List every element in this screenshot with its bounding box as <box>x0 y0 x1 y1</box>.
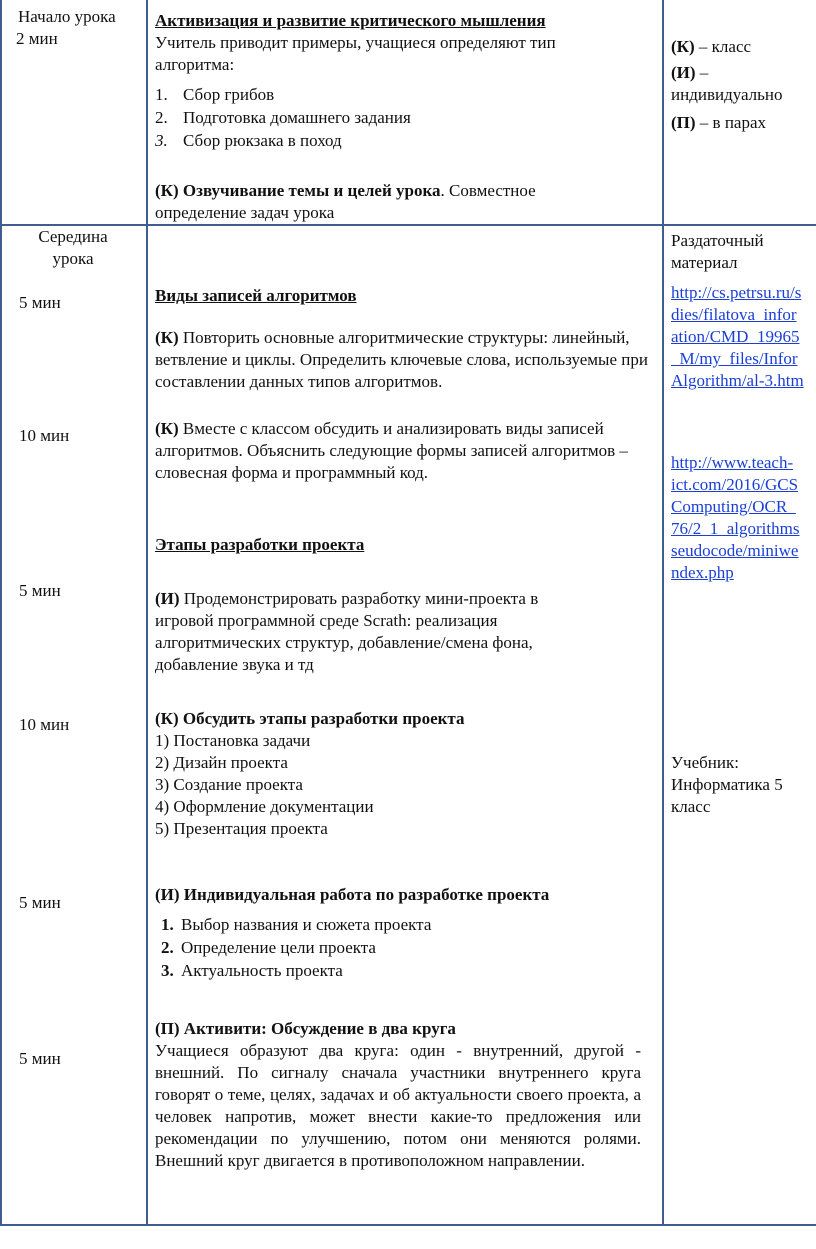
individual-work-list <box>155 914 653 983</box>
list-item: 1. Выбор названия и сюжета проекта <box>161 915 432 934</box>
work-forms-legend <box>671 36 816 134</box>
stage-start-time <box>16 28 58 50</box>
table-border-bottom <box>0 1224 816 1226</box>
list-item: 2. Определение цели проекта <box>161 938 376 957</box>
section-project-stages-title: Этапы разработки проекта <box>155 535 365 554</box>
project-stage-item: 3) Создание проекта <box>155 775 303 794</box>
individual-work-heading: (И) Индивидуальная работа по разработке проекта <box>155 885 550 904</box>
project-stages-heading: (К) Обсудить этапы разработки проекта <box>155 709 465 728</box>
column-divider-2 <box>662 0 664 1226</box>
row1-content <box>155 10 655 224</box>
two-circles-activity-block <box>155 1018 641 1172</box>
time-10min-b: 10 мин <box>19 715 70 734</box>
topic-announcement-text: . Совместное определение задач урока <box>155 181 536 222</box>
stage-middle-title: Середина <box>38 227 108 246</box>
critical-thinking-heading: Активизация и развитие критического мышления <box>155 11 546 30</box>
legend-pairs: (П) – в парах <box>671 113 767 132</box>
list-item: 3. Сбор рюкзака в поход <box>155 131 342 150</box>
section-algorithm-records-title: Виды записей алгоритмов <box>155 286 357 305</box>
stage-start-label <box>18 6 116 28</box>
algorithm-forms-block: (К) Вместе с классом обсудить и анализировать виды записей алгоритмов. Объяснить следующие формы записей алгоритмов – словесная форма и программный код. <box>155 419 628 482</box>
list-item: 1. Сбор грибов <box>155 85 275 104</box>
textbook-label: Учебник: Информатика 5 класс <box>671 753 783 816</box>
handout-label: Раздаточный материал <box>671 231 764 272</box>
stage-start-duration: 2 мин <box>16 29 58 48</box>
topic-announcement-title: (К) Озвучивание темы и целей урока <box>155 181 441 200</box>
legend-individual: (И) – индивидуально <box>671 63 783 104</box>
resource-link-petrsu[interactable]: http://cs.petrsu.ru/s dies/filatova_infor ation/CMD_19965 _M/my_files/Infor Algorithm/al-3.htm <box>671 283 804 390</box>
time-5min-d: 5 мин <box>19 1049 61 1068</box>
topic-announcement <box>155 180 625 224</box>
stage-middle-label <box>10 226 136 270</box>
table-border-left <box>0 0 2 1226</box>
column-divider-1 <box>146 0 148 1226</box>
time-5min-b: 5 мин <box>19 581 61 600</box>
list-item: 3. Актуальность проекта <box>161 961 343 980</box>
project-stages-block <box>155 708 653 840</box>
two-circles-heading: (П) Активити: Обсуждение в два круга <box>155 1019 456 1038</box>
legend-class: (К) – класс <box>671 37 752 56</box>
stage-middle-subtitle: урока <box>52 249 94 268</box>
time-10min-a: 10 мин <box>19 426 70 445</box>
project-stage-item: 1) Постановка задачи <box>155 731 311 750</box>
individual-work-block <box>155 884 653 983</box>
time-5min-a: 5 мин <box>19 293 61 312</box>
project-stage-item: 4) Оформление документации <box>155 797 374 816</box>
algorithm-structures-block: (К) Повторить основные алгоритмические структуры: линейный, ветвление и циклы. Определить ключевые слова, используемые при составлении данных типов алгоритмов. <box>155 328 648 391</box>
resource-link-teach-ict[interactable]: http://www.teach- ict.com/2016/GCS Computing/OCR_ 76/2_1_algorithms seudocode/miniwe ndex.php <box>671 453 800 582</box>
list-item: 2. Подготовка домашнего задания <box>155 108 411 127</box>
scratch-demo-block: (И) Продемонстрировать разработку мини-проекта в игровой программной среде Scrath: реализация алгоритмических структур, добавление/смена фона, добавление звука и тд <box>155 589 539 674</box>
stage-start-title: Начало урока <box>18 7 116 26</box>
project-stage-item: 5) Презентация проекта <box>155 819 328 838</box>
algorithm-examples-list <box>155 84 655 153</box>
time-5min-c: 5 мин <box>19 893 61 912</box>
two-circles-description: Учащиеся образуют два круга: один - внутренний, другой - внешний. По сигналу сначала участники внутреннего круга говорят о теме, целях, задачах и об актуальности своего проекта, а человек напротив, может внести какие-то предложения или рекомендации по улучшению, потом они меняются ролями. Внешний круг двигается в противоположном направлении. <box>155 1041 641 1170</box>
critical-thinking-intro: Учитель приводит примеры, учащиеся определяют тип алгоритма: <box>155 33 556 74</box>
project-stage-item: 2) Дизайн проекта <box>155 753 288 772</box>
